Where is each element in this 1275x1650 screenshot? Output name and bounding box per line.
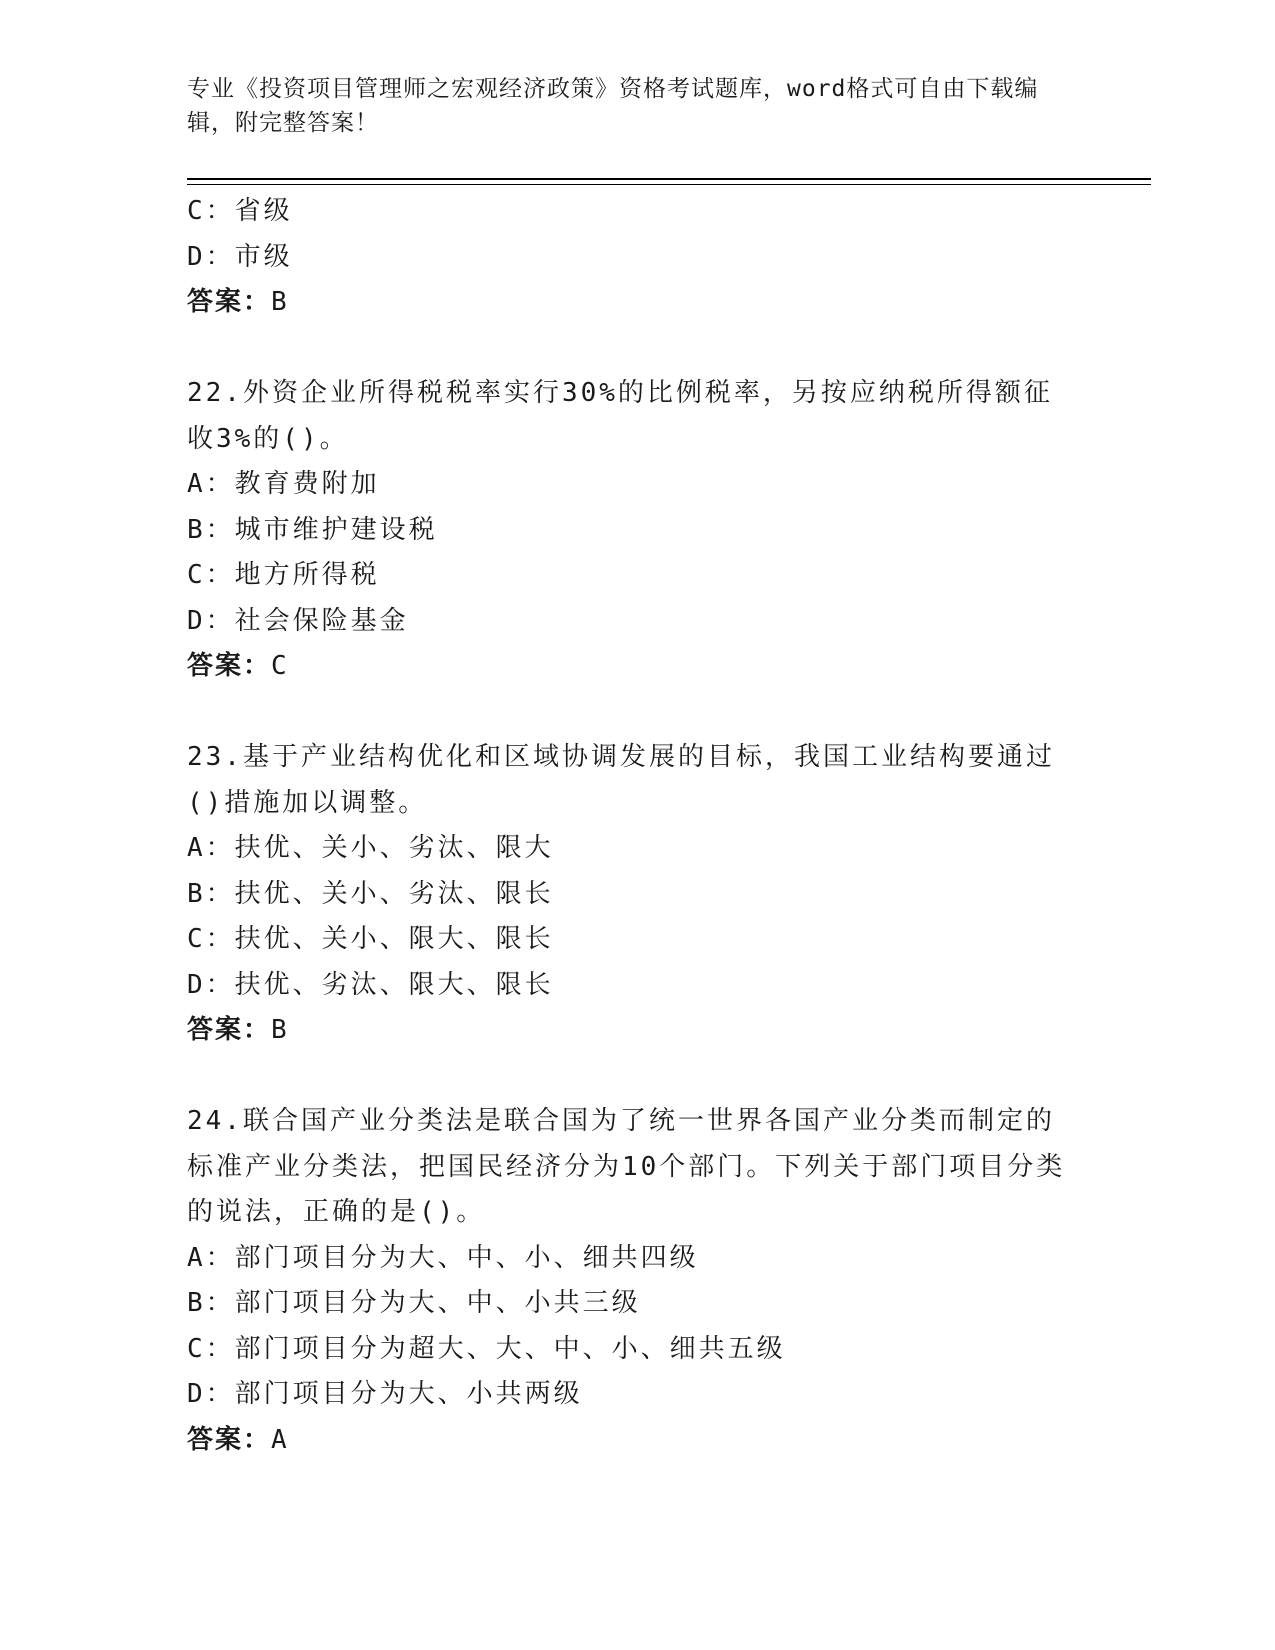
answer-label: 答案： — [187, 1424, 272, 1455]
header-rule-thick — [187, 178, 1151, 180]
question-block-prev — [187, 189, 1087, 326]
answer-value: B — [271, 287, 289, 317]
answer-label: 答案： — [187, 287, 272, 317]
answer-line — [187, 644, 1087, 690]
answer-value: A — [271, 1424, 289, 1455]
question-stem: 24.联合国产业分类法是联合国为了统一世界各国产业分类而制定的标准产业分类法，把国民经济分为10个部门。下列关于部门项目分类的说法，正确的是()。 — [187, 1106, 1066, 1227]
answer-label: 答案： — [187, 651, 272, 681]
question-stem: 22.外资企业所得税税率实行30%的比例税率，另按应纳税所得额征收3%的()。 — [187, 378, 1053, 454]
question-stem: 23.基于产业结构优化和区域协调发展的目标，我国工业结构要通过()措施加以调整。 — [187, 742, 1055, 818]
document-header — [187, 72, 1067, 140]
option-c: C：部门项目分为超大、大、中、小、细共五级 — [187, 1333, 786, 1364]
header-rule-thin — [187, 184, 1151, 185]
option-d: D：扶优、劣汰、限大、限长 — [187, 969, 554, 1000]
header-title: 专业《投资项目管理师之宏观经济政策》资格考试题库，word格式可自由下载编辑，附完整答案！ — [187, 76, 1039, 136]
option-a: A：部门项目分为大、中、小、细共四级 — [187, 1242, 699, 1273]
option-c: C：省级 — [187, 196, 293, 226]
spacer — [187, 326, 1087, 372]
question-block-24 — [187, 1099, 1087, 1463]
option-b: B：扶优、关小、劣汰、限长 — [187, 878, 554, 909]
option-d: D：部门项目分为大、小共两级 — [187, 1379, 583, 1409]
spacer — [187, 1054, 1087, 1100]
answer-value: B — [271, 1015, 289, 1045]
answer-line — [187, 280, 1087, 326]
option-a: A：教育费附加 — [187, 469, 380, 499]
option-d: D：社会保险基金 — [187, 605, 409, 636]
option-d: D：市级 — [187, 241, 293, 272]
answer-line — [187, 1008, 1087, 1054]
answer-value: C — [271, 651, 289, 681]
option-a: A：扶优、关小、劣汰、限大 — [187, 833, 554, 863]
question-block-23 — [187, 735, 1087, 1054]
question-list — [187, 189, 1087, 1463]
answer-label: 答案： — [187, 1015, 272, 1045]
option-c: C：扶优、关小、限大、限长 — [187, 924, 554, 954]
option-b: B：部门项目分为大、中、小共三级 — [187, 1288, 641, 1318]
spacer — [187, 690, 1087, 736]
question-block-22 — [187, 371, 1087, 690]
option-c: C：地方所得税 — [187, 560, 380, 590]
answer-line — [187, 1418, 1087, 1464]
option-b: B：城市维护建设税 — [187, 514, 438, 545]
